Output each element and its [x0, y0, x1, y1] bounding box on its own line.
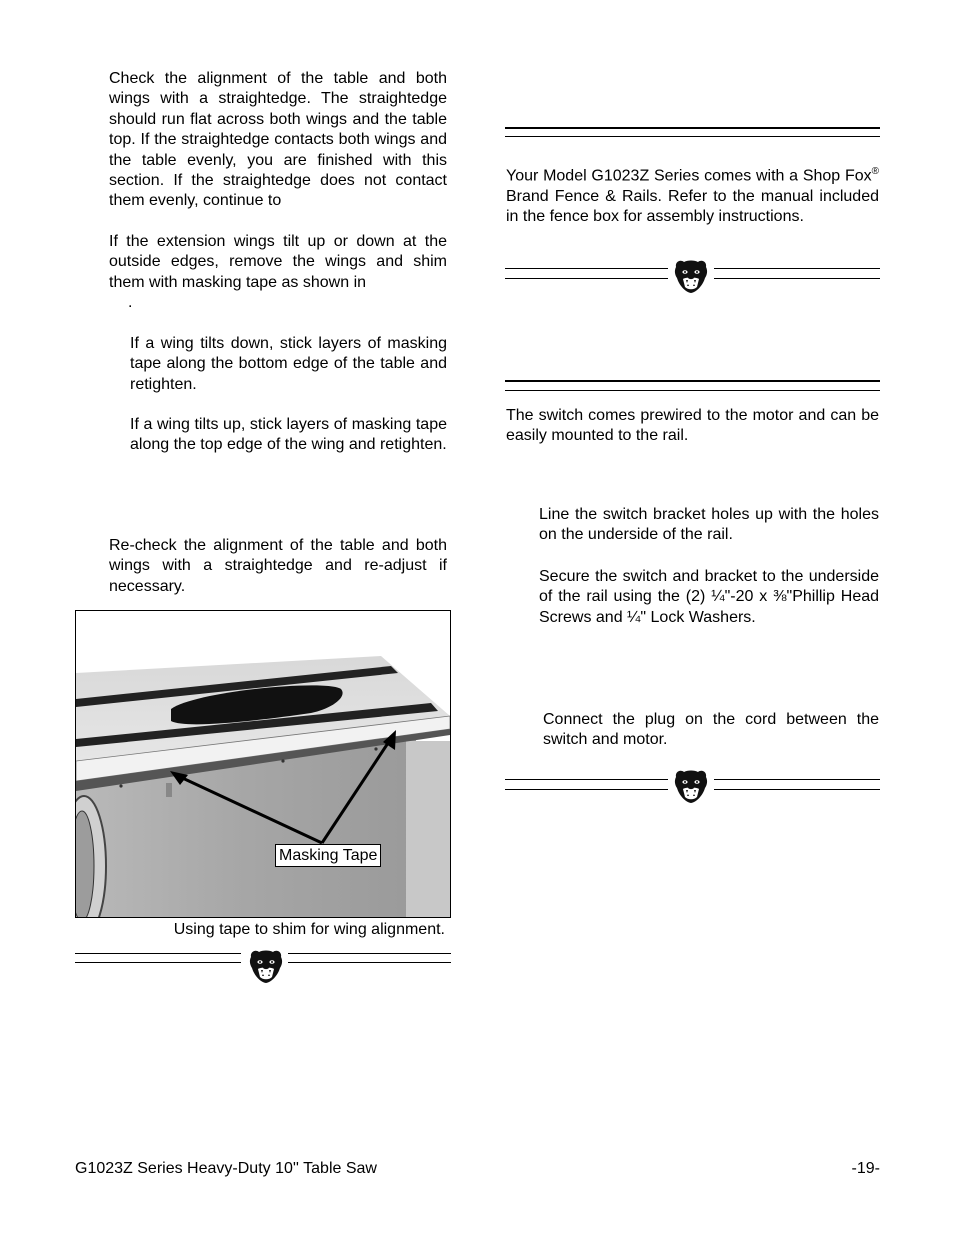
section-rule-bottom: [505, 136, 880, 137]
fence-text-a: Your Model G1023Z Series comes with a Shop Fox: [506, 167, 872, 185]
divider-line: [505, 268, 668, 269]
table-saw-figure: [75, 610, 451, 918]
bear-head-logo-icon: [673, 257, 709, 295]
divider-line: [714, 278, 880, 279]
divider-line: [505, 278, 668, 279]
switch-step-3: Connect the plug on the cord between the switch and motor.: [543, 711, 879, 749]
divider-line: [75, 962, 241, 963]
divider-line: [288, 953, 451, 954]
switch-step-2: [539, 567, 879, 628]
switch-intro-paragraph: The switch comes prewired to the motor and can be easily mounted to the rail.: [506, 407, 879, 445]
figure-caption: Using tape to shim for wing alignment.: [173, 921, 445, 938]
registered-mark: ®: [871, 166, 879, 177]
alignment-check-paragraph: Check the alignment of the table and both wings with a straightedge. The straightedge should run flat across both wings and the table top. If the straightedge contacts both wings and the table evenly, you are finished with this section. If the straightedge does not contact them evenly, continue to: [109, 70, 447, 210]
fence-paragraph: [506, 162, 879, 228]
fraction-quarter: ¼: [627, 608, 641, 626]
table-saw-photo: [76, 611, 450, 917]
divider-line: [505, 789, 668, 790]
step2-text-d: " Lock Washers.: [640, 608, 756, 626]
section-rule-bottom: [505, 390, 880, 391]
switch-step-1: Line the switch bracket holes up with the holes on the underside of the rail.: [539, 506, 879, 544]
divider-line: [288, 962, 451, 963]
divider-line: [714, 268, 880, 269]
tilt-down-instruction: If a wing tilts down, stick layers of masking tape along the bottom edge of the table and retighten.: [130, 335, 447, 393]
bear-head-logo-icon: [673, 767, 709, 805]
step2-text-c: "Phillip Head Screws and: [539, 588, 880, 626]
tilt-up-instruction: If a wing tilts up, stick layers of masking tape along the top edge of the wing and retighten.: [130, 416, 447, 454]
step2-text-a: Secure the switch and bracket to the underside of the rail using the (2): [539, 568, 879, 606]
masking-tape-label: Masking Tape: [275, 844, 381, 867]
fraction-quarter: ¼: [711, 588, 725, 606]
bear-head-logo-icon: [248, 947, 284, 985]
wing-tilt-paragraph: If the extension wings tilt up or down at the outside edges, remove the wings and shim them with masking tape as shown in: [109, 233, 447, 291]
page-number: -19-: [851, 1160, 880, 1177]
recheck-paragraph: Re-check the alignment of the table and both wings with a straightedge and re-adjust if necessary.: [109, 537, 447, 595]
footer-title: G1023Z Series Heavy-Duty 10'' Table Saw: [75, 1160, 377, 1177]
fence-text-b: Brand Fence & Rails. Refer to the manual included in the fence box for assembly instructions.: [506, 187, 879, 226]
section-rule-top: [505, 380, 880, 382]
wing-tilt-paragraph-end: .: [128, 294, 133, 311]
fraction-three-eighths: ⅜: [773, 588, 787, 606]
divider-line: [714, 789, 880, 790]
divider-line: [714, 779, 880, 780]
section-rule-top: [505, 127, 880, 129]
step2-text-b: "-20 x: [724, 588, 774, 606]
divider-line: [505, 779, 668, 780]
divider-line: [75, 953, 241, 954]
